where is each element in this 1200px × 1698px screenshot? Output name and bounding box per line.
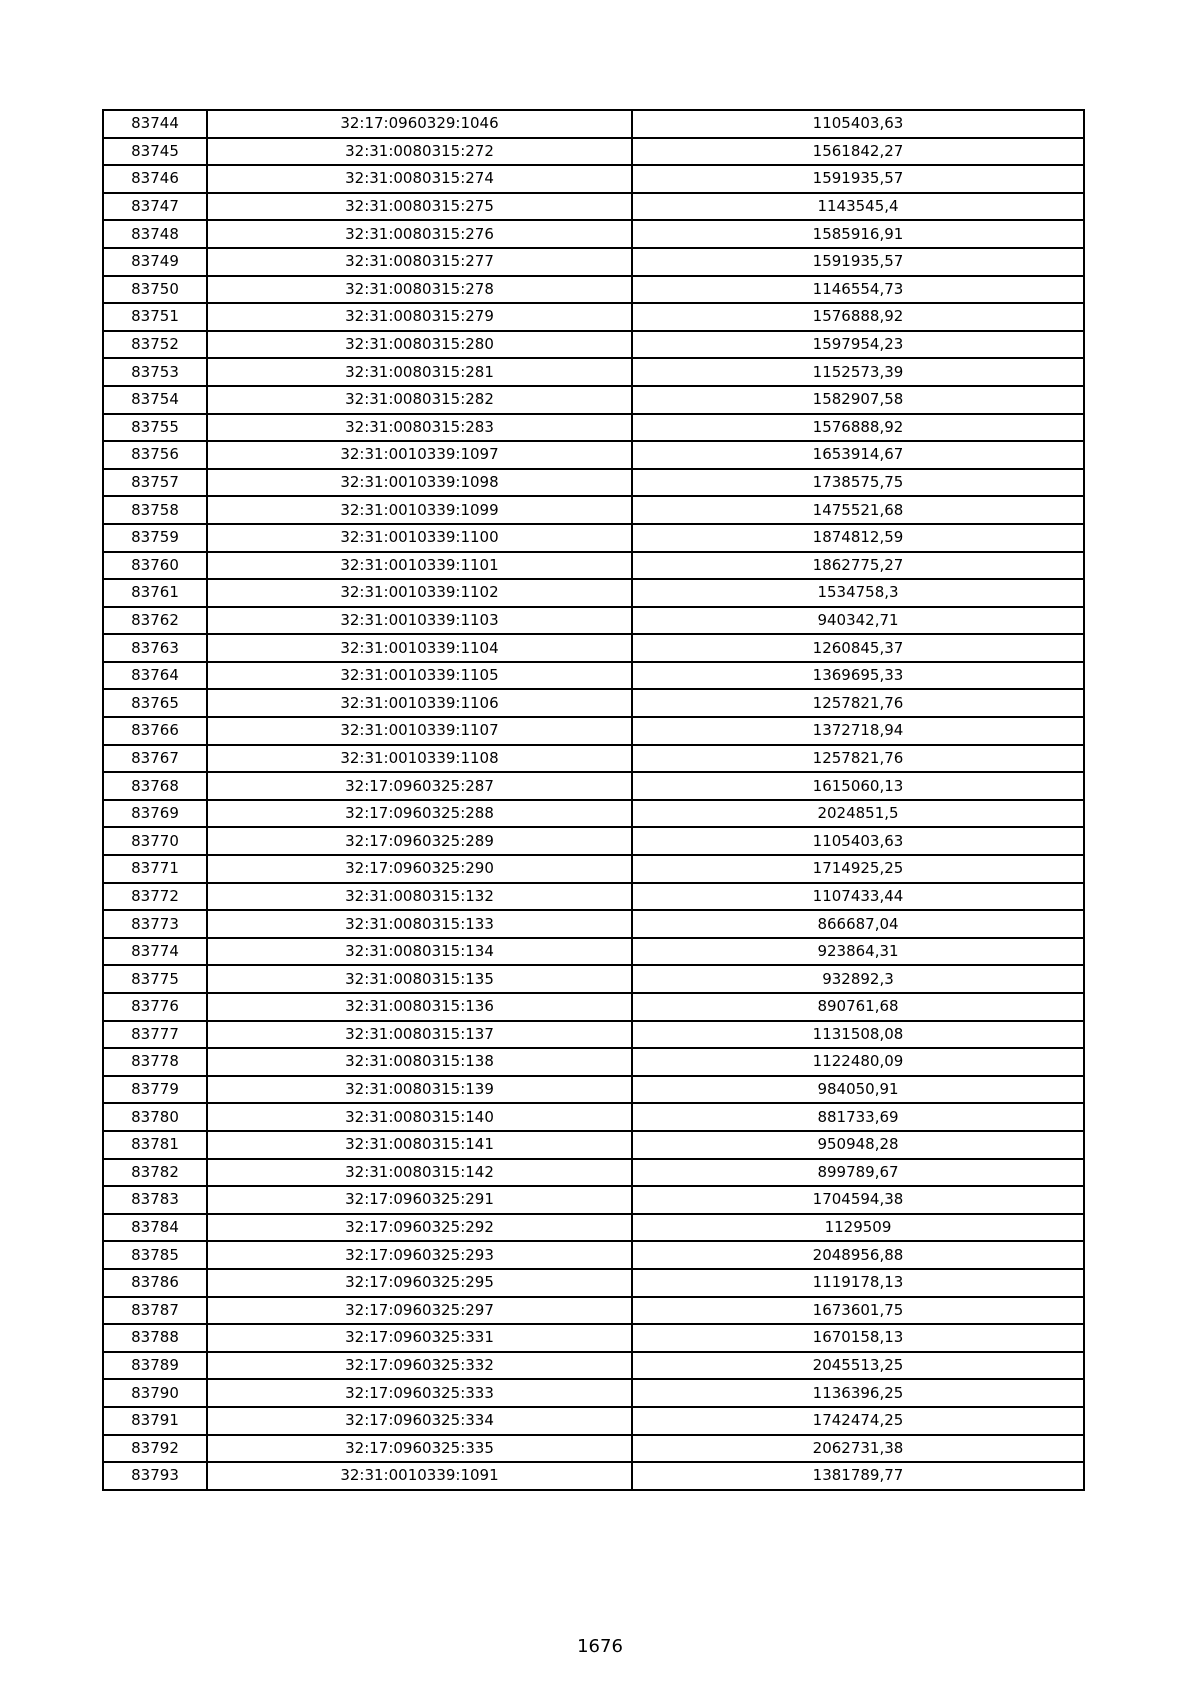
cadastral-number-cell: 32:31:0080315:280 [207,331,632,359]
cadastral-number-cell: 32:31:0010339:1098 [207,469,632,497]
table-row [103,248,1084,276]
row-number-cell: 83783 [103,1186,207,1214]
row-number-cell: 83760 [103,552,207,580]
table-row [103,993,1084,1021]
value-cell: 2062731,38 [632,1435,1084,1463]
cadastral-number-cell: 32:17:0960325:297 [207,1297,632,1325]
value-cell: 984050,91 [632,1076,1084,1104]
value-cell: 1143545,4 [632,193,1084,221]
table-row [103,800,1084,828]
table-row [103,1379,1084,1407]
value-cell: 1475521,68 [632,496,1084,524]
value-cell: 2045513,25 [632,1352,1084,1380]
value-cell: 1576888,92 [632,414,1084,442]
row-number-cell: 83766 [103,717,207,745]
cadastral-number-cell: 32:17:0960325:292 [207,1214,632,1242]
value-cell: 2048956,88 [632,1241,1084,1269]
table-row [103,1186,1084,1214]
cadastral-number-cell: 32:31:0080315:133 [207,910,632,938]
row-number-cell: 83756 [103,441,207,469]
value-cell: 1381789,77 [632,1462,1084,1490]
value-cell: 1372718,94 [632,717,1084,745]
table-row [103,634,1084,662]
value-cell: 1714925,25 [632,855,1084,883]
row-number-cell: 83763 [103,634,207,662]
table-row [103,717,1084,745]
table-row [103,910,1084,938]
table-row [103,1159,1084,1187]
value-cell: 1119178,13 [632,1269,1084,1297]
row-number-cell: 83747 [103,193,207,221]
cadastral-number-cell: 32:31:0080315:132 [207,883,632,911]
row-number-cell: 83751 [103,303,207,331]
table-row [103,1435,1084,1463]
cadastral-number-cell: 32:31:0010339:1100 [207,524,632,552]
row-number-cell: 83749 [103,248,207,276]
row-number-cell: 83791 [103,1407,207,1435]
value-cell: 1653914,67 [632,441,1084,469]
cadastral-number-cell: 32:17:0960325:331 [207,1324,632,1352]
row-number-cell: 83758 [103,496,207,524]
value-cell: 1146554,73 [632,276,1084,304]
row-number-cell: 83782 [103,1159,207,1187]
cadastral-number-cell: 32:31:0080315:139 [207,1076,632,1104]
cadastral-number-cell: 32:31:0080315:274 [207,165,632,193]
value-cell: 1704594,38 [632,1186,1084,1214]
value-cell: 950948,28 [632,1131,1084,1159]
table-row [103,1352,1084,1380]
cadastral-number-cell: 32:31:0080315:272 [207,138,632,166]
cadastral-number-cell: 32:31:0080315:277 [207,248,632,276]
cadastral-number-cell: 32:17:0960325:333 [207,1379,632,1407]
value-cell: 890761,68 [632,993,1084,1021]
row-number-cell: 83786 [103,1269,207,1297]
row-number-cell: 83789 [103,1352,207,1380]
row-number-cell: 83788 [103,1324,207,1352]
table-row [103,414,1084,442]
cadastral-number-cell: 32:31:0010339:1103 [207,607,632,635]
row-number-cell: 83745 [103,138,207,166]
table-row [103,855,1084,883]
value-cell: 1591935,57 [632,248,1084,276]
value-cell: 1582907,58 [632,386,1084,414]
table-row [103,662,1084,690]
value-cell: 1152573,39 [632,358,1084,386]
table-row [103,220,1084,248]
row-number-cell: 83759 [103,524,207,552]
registry-table-body [103,110,1084,1490]
row-number-cell: 83753 [103,358,207,386]
table-row [103,110,1084,138]
table-row [103,689,1084,717]
table-row [103,1076,1084,1104]
row-number-cell: 83773 [103,910,207,938]
table-row [103,496,1084,524]
cadastral-number-cell: 32:31:0080315:276 [207,220,632,248]
row-number-cell: 83750 [103,276,207,304]
registry-table [102,109,1085,1491]
value-cell: 1673601,75 [632,1297,1084,1325]
row-number-cell: 83779 [103,1076,207,1104]
table-row [103,1021,1084,1049]
value-cell: 1591935,57 [632,165,1084,193]
value-cell: 1136396,25 [632,1379,1084,1407]
value-cell: 1369695,33 [632,662,1084,690]
row-number-cell: 83776 [103,993,207,1021]
row-number-cell: 83793 [103,1462,207,1490]
cadastral-number-cell: 32:31:0010339:1108 [207,745,632,773]
cadastral-number-cell: 32:31:0080315:138 [207,1048,632,1076]
row-number-cell: 83752 [103,331,207,359]
cadastral-number-cell: 32:17:0960325:335 [207,1435,632,1463]
value-cell: 1738575,75 [632,469,1084,497]
value-cell: 881733,69 [632,1103,1084,1131]
row-number-cell: 83764 [103,662,207,690]
cadastral-number-cell: 32:31:0080315:281 [207,358,632,386]
value-cell: 1129509 [632,1214,1084,1242]
cadastral-number-cell: 32:31:0080315:283 [207,414,632,442]
value-cell: 1122480,09 [632,1048,1084,1076]
row-number-cell: 83781 [103,1131,207,1159]
value-cell: 1670158,13 [632,1324,1084,1352]
value-cell: 1561842,27 [632,138,1084,166]
row-number-cell: 83777 [103,1021,207,1049]
row-number-cell: 83757 [103,469,207,497]
table-row [103,138,1084,166]
cadastral-number-cell: 32:17:0960325:293 [207,1241,632,1269]
row-number-cell: 83780 [103,1103,207,1131]
cadastral-number-cell: 32:17:0960329:1046 [207,110,632,138]
cadastral-number-cell: 32:31:0080315:134 [207,938,632,966]
table-row [103,303,1084,331]
table-row [103,965,1084,993]
cadastral-number-cell: 32:17:0960325:332 [207,1352,632,1380]
row-number-cell: 83778 [103,1048,207,1076]
row-number-cell: 83792 [103,1435,207,1463]
table-row [103,1462,1084,1490]
table-row [103,276,1084,304]
value-cell: 866687,04 [632,910,1084,938]
table-row [103,358,1084,386]
value-cell: 940342,71 [632,607,1084,635]
cadastral-number-cell: 32:17:0960325:295 [207,1269,632,1297]
cadastral-number-cell: 32:17:0960325:334 [207,1407,632,1435]
value-cell: 1534758,3 [632,579,1084,607]
value-cell: 1874812,59 [632,524,1084,552]
cadastral-number-cell: 32:31:0010339:1097 [207,441,632,469]
row-number-cell: 83774 [103,938,207,966]
table-row [103,552,1084,580]
cadastral-number-cell: 32:31:0080315:275 [207,193,632,221]
cadastral-number-cell: 32:31:0080315:282 [207,386,632,414]
row-number-cell: 83744 [103,110,207,138]
value-cell: 1107433,44 [632,883,1084,911]
value-cell: 1742474,25 [632,1407,1084,1435]
table-row [103,883,1084,911]
cadastral-number-cell: 32:31:0010339:1099 [207,496,632,524]
cadastral-number-cell: 32:31:0010339:1106 [207,689,632,717]
cadastral-number-cell: 32:17:0960325:290 [207,855,632,883]
row-number-cell: 83772 [103,883,207,911]
row-number-cell: 83790 [103,1379,207,1407]
table-row [103,1241,1084,1269]
table-row [103,1324,1084,1352]
table-row [103,165,1084,193]
cadastral-number-cell: 32:31:0010339:1104 [207,634,632,662]
table-row [103,772,1084,800]
cadastral-number-cell: 32:31:0080315:278 [207,276,632,304]
value-cell: 1585916,91 [632,220,1084,248]
row-number-cell: 83770 [103,827,207,855]
value-cell: 1257821,76 [632,689,1084,717]
value-cell: 1260845,37 [632,634,1084,662]
cadastral-number-cell: 32:31:0080315:140 [207,1103,632,1131]
row-number-cell: 83768 [103,772,207,800]
value-cell: 932892,3 [632,965,1084,993]
row-number-cell: 83755 [103,414,207,442]
table-row [103,524,1084,552]
table-row [103,1214,1084,1242]
table-row [103,827,1084,855]
value-cell: 923864,31 [632,938,1084,966]
table-row [103,938,1084,966]
row-number-cell: 83784 [103,1214,207,1242]
row-number-cell: 83765 [103,689,207,717]
value-cell: 1105403,63 [632,827,1084,855]
page-number: 1676 [577,1636,623,1657]
value-cell: 899789,67 [632,1159,1084,1187]
value-cell: 1131508,08 [632,1021,1084,1049]
row-number-cell: 83767 [103,745,207,773]
cadastral-number-cell: 32:31:0010339:1102 [207,579,632,607]
value-cell: 1862775,27 [632,552,1084,580]
row-number-cell: 83769 [103,800,207,828]
row-number-cell: 83748 [103,220,207,248]
row-number-cell: 83761 [103,579,207,607]
cadastral-number-cell: 32:31:0010339:1101 [207,552,632,580]
value-cell: 1105403,63 [632,110,1084,138]
value-cell: 1257821,76 [632,745,1084,773]
table-row [103,745,1084,773]
table-row [103,1103,1084,1131]
table-row [103,469,1084,497]
table-row [103,193,1084,221]
cadastral-number-cell: 32:17:0960325:287 [207,772,632,800]
cadastral-number-cell: 32:31:0080315:137 [207,1021,632,1049]
cadastral-number-cell: 32:31:0010339:1107 [207,717,632,745]
row-number-cell: 83775 [103,965,207,993]
value-cell: 1615060,13 [632,772,1084,800]
row-number-cell: 83754 [103,386,207,414]
table-row [103,386,1084,414]
row-number-cell: 83762 [103,607,207,635]
cadastral-number-cell: 32:31:0080315:142 [207,1159,632,1187]
cadastral-number-cell: 32:31:0080315:141 [207,1131,632,1159]
row-number-cell: 83771 [103,855,207,883]
cadastral-number-cell: 32:17:0960325:288 [207,800,632,828]
cadastral-number-cell: 32:31:0010339:1105 [207,662,632,690]
cadastral-number-cell: 32:31:0080315:279 [207,303,632,331]
table-row [103,1131,1084,1159]
cadastral-number-cell: 32:31:0010339:1091 [207,1462,632,1490]
table-row [103,607,1084,635]
row-number-cell: 83785 [103,1241,207,1269]
value-cell: 1576888,92 [632,303,1084,331]
table-row [103,1269,1084,1297]
cadastral-number-cell: 32:31:0080315:136 [207,993,632,1021]
table-row [103,579,1084,607]
row-number-cell: 83746 [103,165,207,193]
table-row [103,441,1084,469]
row-number-cell: 83787 [103,1297,207,1325]
cadastral-number-cell: 32:31:0080315:135 [207,965,632,993]
table-row [103,331,1084,359]
table-row [103,1407,1084,1435]
cadastral-number-cell: 32:17:0960325:291 [207,1186,632,1214]
cadastral-number-cell: 32:17:0960325:289 [207,827,632,855]
value-cell: 2024851,5 [632,800,1084,828]
table-row [103,1048,1084,1076]
value-cell: 1597954,23 [632,331,1084,359]
table-row [103,1297,1084,1325]
